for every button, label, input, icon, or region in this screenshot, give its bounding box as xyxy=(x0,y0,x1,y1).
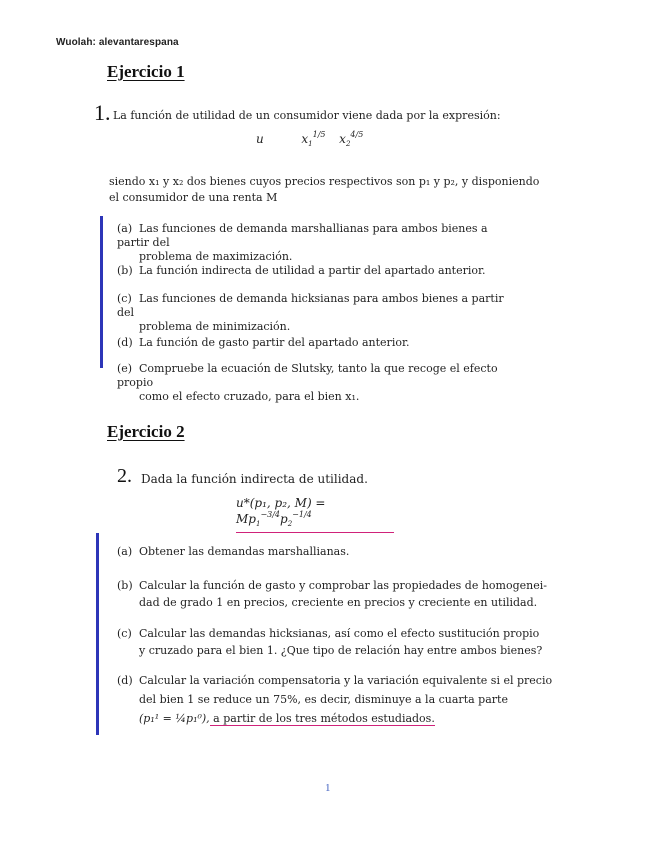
exercise-1-item-c: (c) Las funciones de demanda hicksianas para ambos bienes a partir del problema de minimización. xyxy=(117,292,504,333)
exercise-2-item-a: (a) Obtener las demandas marshallianas. xyxy=(117,545,350,558)
exercise-1-intro: La función de utilidad de un consumidor viene dada por la expresión: xyxy=(113,109,501,122)
utility-formula: u $x_1^{1/5}$ $x_2^{4/5}$ xyxy=(256,130,364,148)
exercise-1-title: Ejercicio 1 xyxy=(107,62,185,81)
page-number: 1 xyxy=(325,782,331,794)
exercise-1-item-b: (b) La función indirecta de utilidad a partir del apartado anterior. xyxy=(117,264,486,277)
exercise-1-margin-bar xyxy=(100,216,103,368)
exercise-1-number: 1. xyxy=(94,100,111,125)
exercise-2-intro: Dada la función indirecta de utilidad. xyxy=(141,472,368,486)
exercise-1-item-a: (a) Las funciones de demanda marshallianas para ambos bienes a partir del problema de maximización. xyxy=(117,222,488,263)
exercise-2-title: Ejercicio 2 xyxy=(107,422,185,441)
exercise-1-text-line-2: el consumidor de una renta M xyxy=(109,191,278,204)
watermark-text: Wuolah: alevantarespana xyxy=(56,37,179,48)
exercise-2-item-b: (b) Calcular la función de gasto y comprobar las propiedades de homogenei- dad de grado 1 en precios, creciente en precios y creciente en utilidad. xyxy=(117,579,547,609)
exercise-2-item-c: (c) Calcular las demandas hicksianas, así como el efecto sustitución propio y cruzado para el bien 1. ¿Que tipo de relación hay entre ambos bienes? xyxy=(117,627,543,657)
pink-underlined-text: a partir de los tres métodos estudiados. xyxy=(209,712,435,725)
exercise-1-text-line-1: siendo x₁ y x₂ dos bienes cuyos precios respectivos son p₁ y p₂, y disponiendo xyxy=(109,175,540,188)
exercise-1-item-e: (e) Compruebe la ecuación de Slutsky, tanto la que recoge el efecto propio como el efecto cruzado, para el bien x₁. xyxy=(117,362,498,403)
exercise-2-item-d: (d) Calcular la variación compensatoria y la variación equivalente si el precio del bien 1 se reduce un 75%, es decir, disminuye a la cuarta parte (p₁¹ = ¼p₁⁰), a partir de los tres métodos estudiados. xyxy=(117,674,553,725)
exercise-1-item-d: (d) La función de gasto partir del apartado anterior. xyxy=(117,336,410,349)
exercise-2-margin-bar xyxy=(96,533,99,735)
indirect-utility-formula: u*(p₁, p₂, $M) = Mp_1^{-3/4}p_2^{-1/4}$ xyxy=(236,496,394,533)
exercise-2-number: 2. xyxy=(117,465,132,487)
